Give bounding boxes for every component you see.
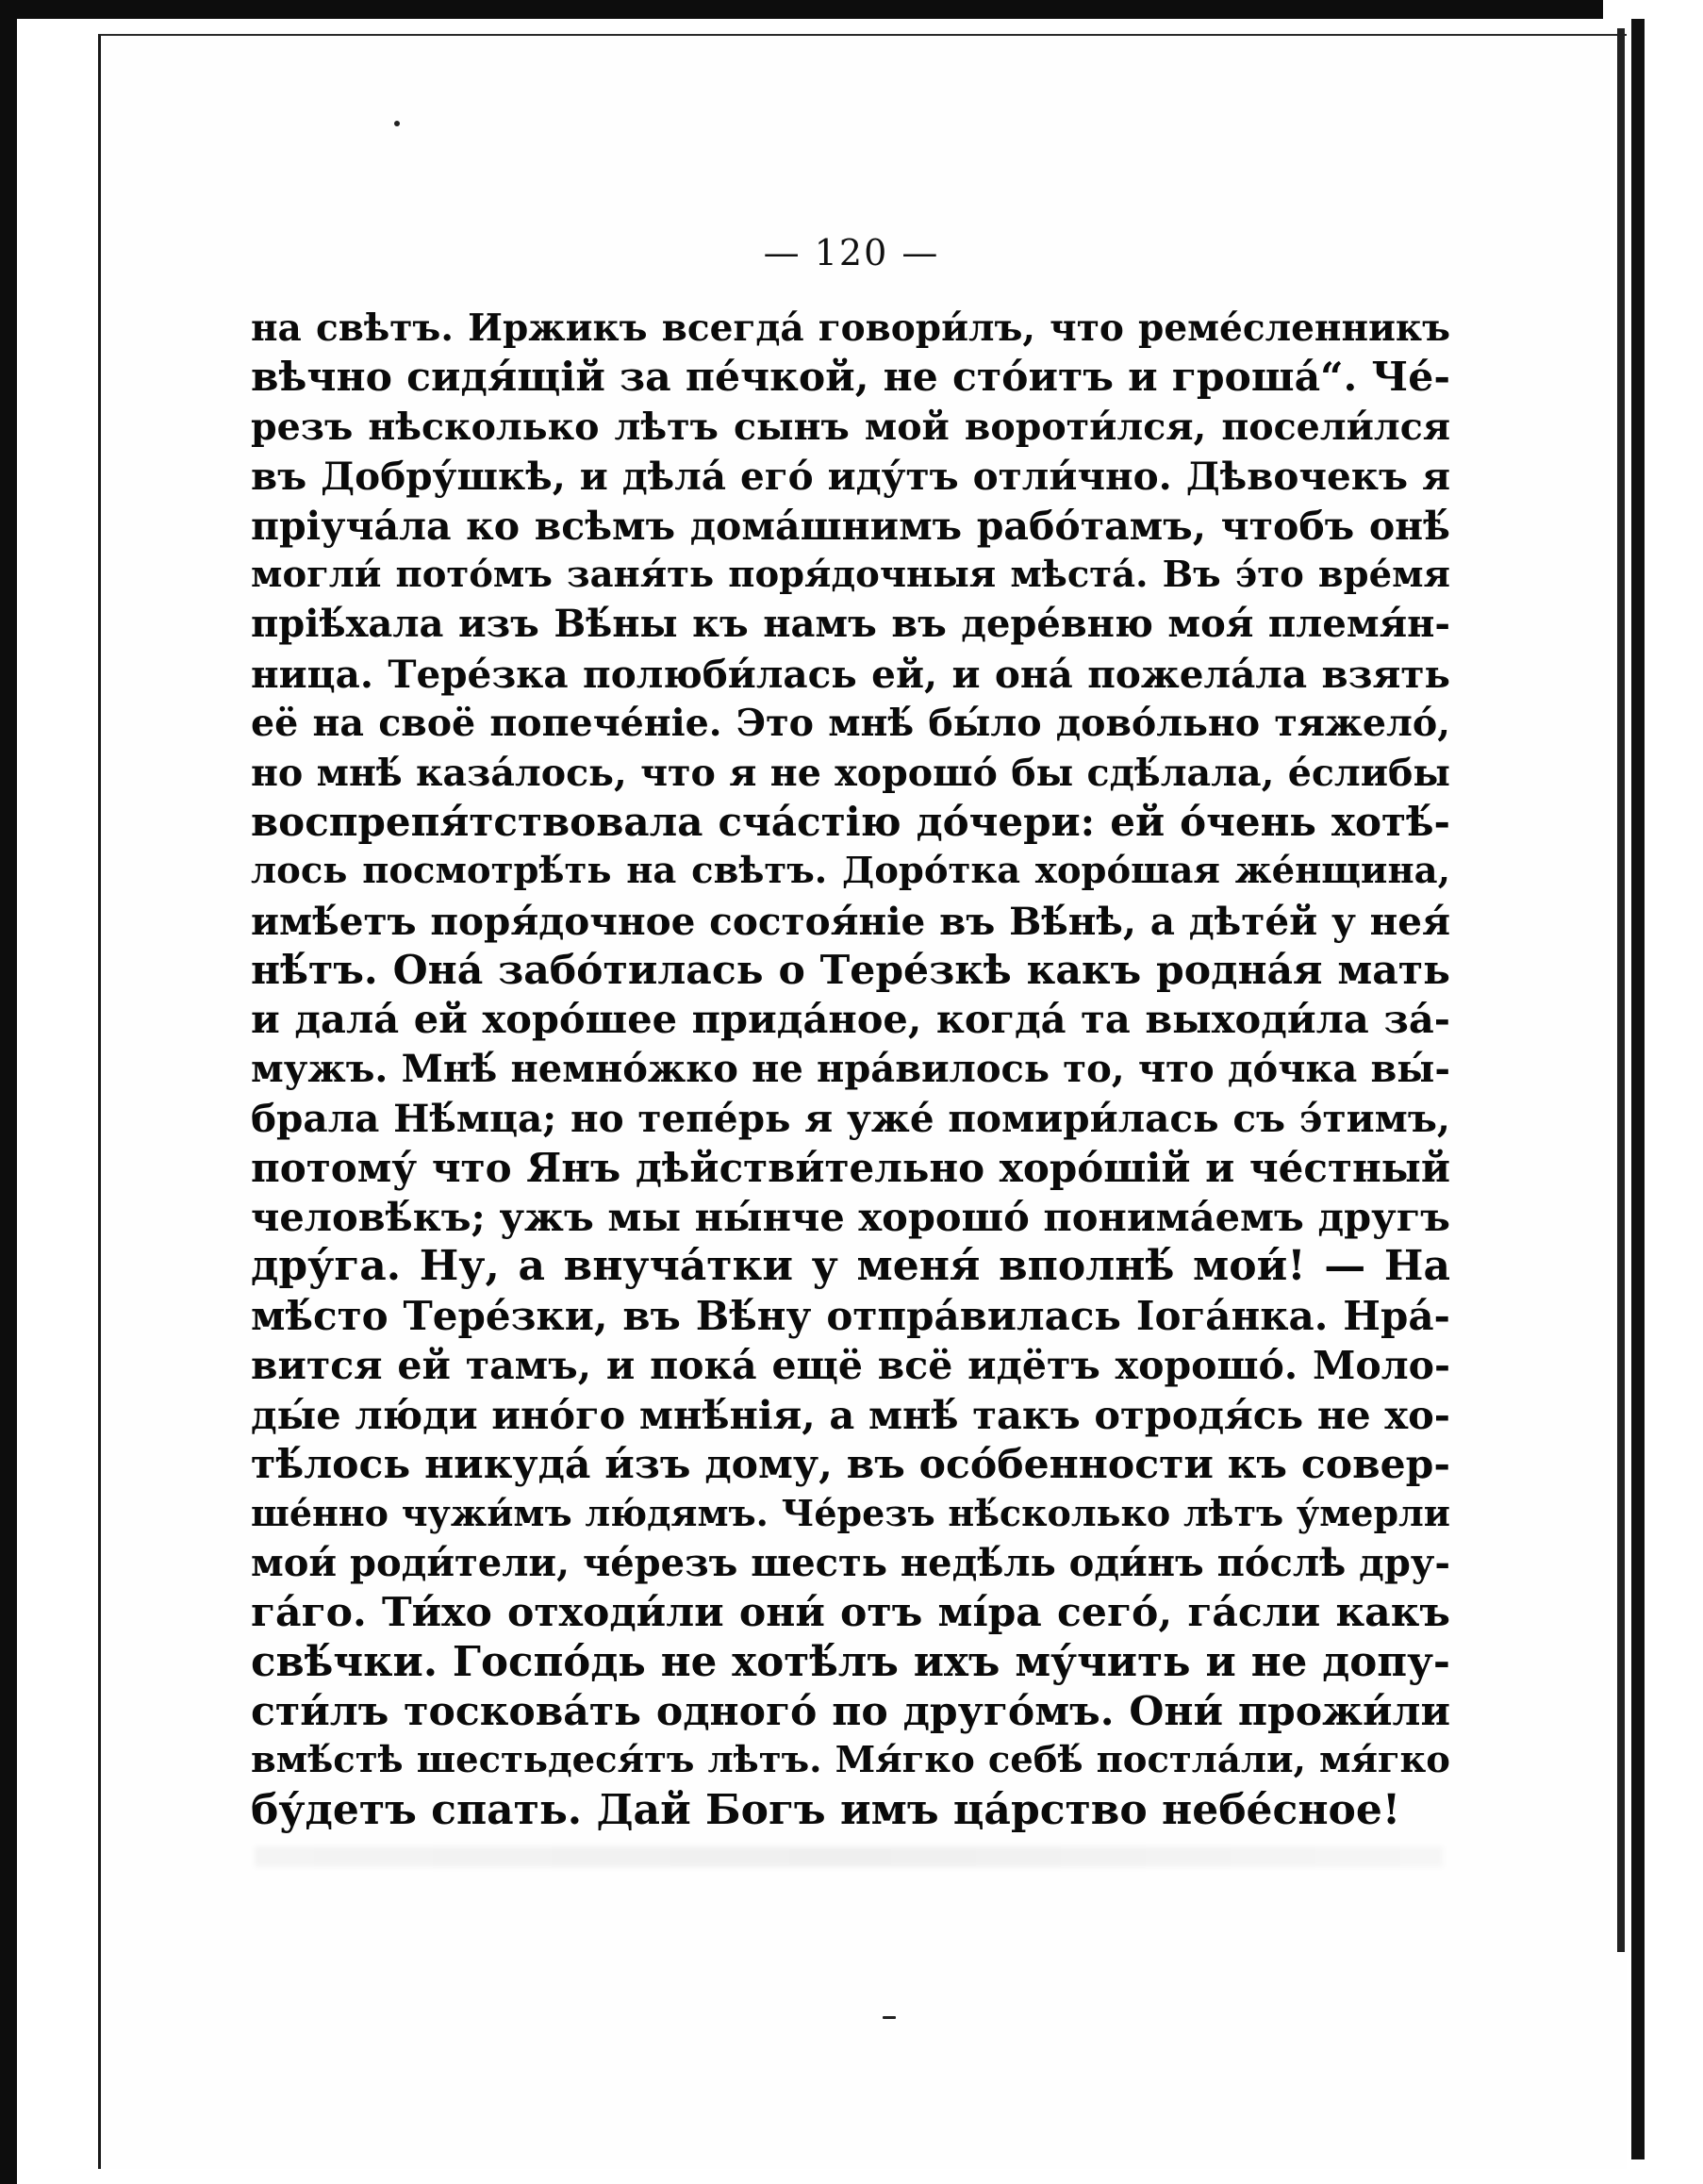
text-line: свѣ́чки. Госпо́дь не хотѣ́лъ ихъ му́чить и не допу- xyxy=(251,1637,1450,1686)
text-line: вмѣ́стѣ шестьдеся́тъ лѣтъ. Мя́гко себѣ́ постла́ли, мя́гко xyxy=(251,1739,1450,1782)
text-line: пріѣ́хала изъ Вѣ́ны къ намъ въ дере́вню моя́ племя́н- xyxy=(251,602,1450,647)
text-line: потому́ что Янъ дѣйстви́тельно хоро́шій и че́стный xyxy=(251,1144,1450,1191)
scan-right-edge xyxy=(1631,19,1645,2159)
text-line: бу́детъ спать. Дай Богъ имъ ца́рство небе́сное! xyxy=(251,1785,1401,1834)
text-line: мѣ́сто Тере́зки, въ Вѣ́ну отпра́вилась Іога́нка. Нра́- xyxy=(251,1292,1450,1339)
scan-top-border xyxy=(0,0,1703,19)
speck-mark xyxy=(883,2016,896,2019)
text-line: въ Добру́шкѣ, и дѣла́ его́ иду́тъ отли́чно. Дѣвочекъ я xyxy=(251,454,1450,500)
text-line: вѣчно сидя́щій за пе́чкой, не сто́итъ и гроша́“. Че́- xyxy=(251,354,1450,402)
page-number: — 120 — xyxy=(763,232,940,273)
text-line: вится ей тамъ, и пока́ ещё всё идётъ хорошо́. Моло- xyxy=(251,1343,1450,1389)
text-line: дру́га. Ну, а внуча́тки у меня́ вполнѣ́ мои́! — На xyxy=(251,1242,1450,1291)
text-line: воспрепя́тствовала сча́стію до́чери: ей о́чень хотѣ́- xyxy=(251,798,1450,845)
text-line: могли́ пото́мъ заня́ть поря́дочныя мѣста́. Въ э́то вре́мя xyxy=(251,553,1450,596)
text-line: на свѣтъ. Иржикъ всегда́ говори́лъ, что реме́сленникъ xyxy=(251,306,1450,350)
text-line: пріуча́ла ко всѣмъ дома́шнимъ рабо́тамъ, чтобъ онѣ́ xyxy=(251,503,1450,549)
text-line: её на своё попече́ніе. Это мнѣ́ бы́ло дово́льно тяжело́, xyxy=(251,702,1450,746)
text-line: но мнѣ́ каза́лось, что я не хорошо́ бы сдѣ́лала, е́слибы xyxy=(251,751,1450,795)
text-line: ница. Тере́зка полюби́лась ей, и она́ пожела́ла взять xyxy=(251,651,1450,697)
text-line: брала Нѣ́мца; но тепе́рь я уже́ помири́лась съ э́тимъ, xyxy=(251,1096,1450,1142)
text-line: лось посмотрѣ́ть на свѣтъ. Доро́тка хоро́шая же́нщина, xyxy=(251,850,1450,893)
page-edge-shadow xyxy=(1617,28,1625,1952)
speck-mark xyxy=(394,121,400,126)
text-line: имѣ́етъ поря́дочное состоя́ніе въ Вѣ́нѣ, а дѣте́й у нея́ xyxy=(251,898,1450,944)
text-line: и дала́ ей хоро́шее прида́ное, когда́ та выходи́ла за́- xyxy=(251,996,1450,1043)
text-line: резъ нѣсколько лѣтъ сынъ мой вороти́лся, посели́лся xyxy=(251,405,1450,449)
text-line: сти́лъ тоскова́ть одного́ по друго́мъ. Они́ прожи́ли xyxy=(251,1687,1450,1735)
scan-left-border xyxy=(0,0,17,2184)
bleed-through-smudge xyxy=(255,1846,1443,1867)
text-line: человѣ́къ; ужъ мы ны́нче хорошо́ понима́емъ другъ xyxy=(251,1194,1450,1241)
page-body-text xyxy=(251,304,1450,1835)
text-line: га́го. Ти́хо отходи́ли они́ отъ мі́ра сего́, га́сли какъ xyxy=(251,1589,1450,1637)
text-line: мужъ. Мнѣ́ немно́жко не нра́вилось то, что до́чка вы́- xyxy=(251,1046,1450,1091)
text-line: мои́ роди́тели, че́резъ шесть недѣ́ль оди́нъ по́слѣ дру- xyxy=(251,1540,1450,1585)
text-line: ды́е лю́ди ино́го мнѣ́нія, а мнѣ́ такъ отродя́сь не хо- xyxy=(251,1391,1450,1438)
text-line: ше́нно чужи́мъ лю́дямъ. Че́резъ нѣ́сколько лѣтъ у́мерли xyxy=(251,1492,1450,1535)
text-line: нѣ́тъ. Она́ забо́тилась о Тере́зкѣ какъ родна́я мать xyxy=(251,947,1450,995)
text-line: тѣ́лось никуда́ и́зъ дому, въ осо́бенности къ совер- xyxy=(251,1440,1450,1488)
